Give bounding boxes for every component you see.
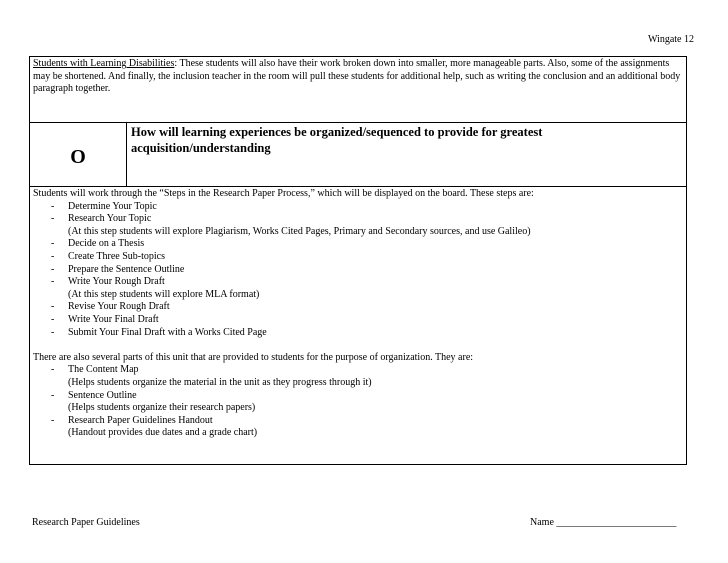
list-item: - Write Your Rough Draft <box>33 276 683 289</box>
page-number-label: Wingate 12 <box>648 34 694 45</box>
disabilities-text: : These students will also have their work broken down into smaller, more manageable parts. Also, some of the assignments may be shortened. And finally, the inclusion teacher in the room will pull these students for additional help, such as writing the conclusion and an additional body paragraph together. <box>33 58 681 95</box>
steps-intro: Students will work through the “Steps in the Research Paper Process,” which will be displayed on the board. These steps are: <box>33 188 534 199</box>
list-item: - Create Three Sub-topics <box>33 251 683 264</box>
footer-title: Research Paper Guidelines <box>32 517 140 528</box>
organization-list <box>33 364 683 440</box>
section-letter: O <box>30 123 127 186</box>
list-item: - Sentence Outline <box>33 390 683 403</box>
list-item: - Prepare the Sentence Outline <box>33 264 683 277</box>
list-item: - Submit Your Final Draft with a Works Cited Page <box>33 327 683 340</box>
list-item: - Write Your Final Draft <box>33 314 683 327</box>
list-item: - Research Paper Guidelines Handout <box>33 415 683 428</box>
list-item-note: (Handout provides due dates and a grade chart) <box>68 427 258 439</box>
list-item-note: (Helps students organize the material in the unit as they progress through it) <box>68 376 372 388</box>
content-box <box>29 186 687 465</box>
list-item: - Decide on a Thesis <box>33 238 683 251</box>
list-item: - The Content Map <box>33 364 683 377</box>
disabilities-label: Students with Learning Disabilities <box>33 58 175 69</box>
list-item: - Determine Your Topic <box>33 201 683 214</box>
section-heading: How will learning experiences be organized/sequenced to provide for greatest acquisition/understanding <box>131 125 543 155</box>
list-item-note: (At this step students will explore MLA format) <box>68 288 260 300</box>
list-item-note: (Helps students organize their research papers) <box>68 402 256 414</box>
footer-name-line: Name ________________________ <box>530 517 677 528</box>
list-item: - Research Your Topic <box>33 213 683 226</box>
list-item: - Revise Your Rough Draft <box>33 301 683 314</box>
disabilities-box <box>29 56 687 123</box>
list-item-note: (At this step students will explore Plagiarism, Works Cited Pages, Primary and Secondary sources, and use Galileo) <box>68 225 531 237</box>
organization-intro: There are also several parts of this unit that are provided to students for the purpose of organization. They are: <box>33 351 474 363</box>
steps-list <box>33 201 683 340</box>
section-header-row <box>29 123 687 187</box>
